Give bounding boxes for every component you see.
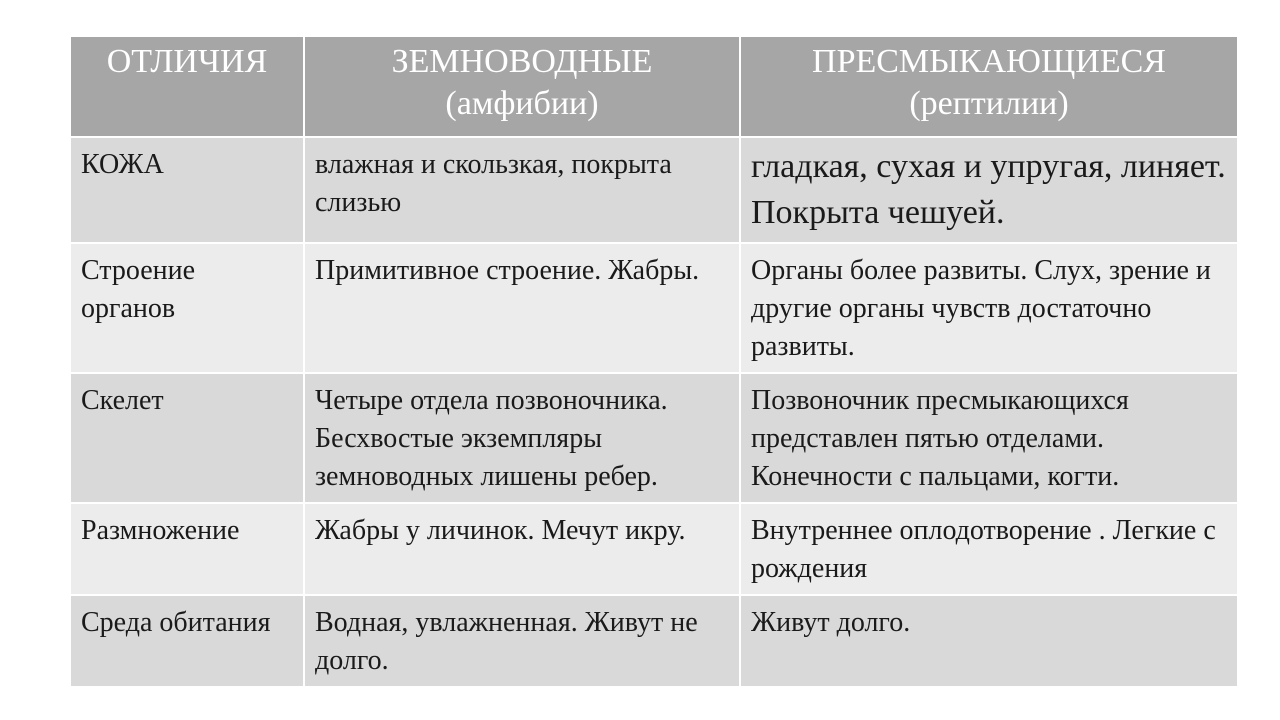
feature-cell: Среда обитания xyxy=(70,595,304,687)
reptiles-cell: гладкая, сухая и упругая, линяет. Покрыта чешуей. xyxy=(740,137,1238,243)
feature-cell: Скелет xyxy=(70,373,304,503)
table-row-skeleton xyxy=(70,373,1238,503)
amphibians-cell: влажная и скользкая, покрыта слизью xyxy=(304,137,740,243)
table-header-row xyxy=(70,36,1238,137)
amphibians-cell: Жабры у личинок. Мечут икру. xyxy=(304,503,740,595)
comparison-table xyxy=(69,35,1239,688)
header-differences-label: ОТЛИЧИЯ xyxy=(106,43,268,80)
header-amphibians-title: ЗЕМНОВОДНЫЕ xyxy=(391,43,653,80)
table-row-skin xyxy=(70,137,1238,243)
reptiles-cell: Органы более развиты. Слух, зрение и другие органы чувств достаточно развиты. xyxy=(740,243,1238,373)
header-differences xyxy=(70,36,304,137)
feature-cell: Размножение xyxy=(70,503,304,595)
feature-cell: Строение органов xyxy=(70,243,304,373)
reptiles-cell: Живут долго. xyxy=(740,595,1238,687)
reptiles-cell: Внутреннее оплодотворение . Легкие с рождения xyxy=(740,503,1238,595)
header-amphibians xyxy=(304,36,740,137)
table-row-reproduction xyxy=(70,503,1238,595)
header-amphibians-subtitle: (амфибии) xyxy=(445,85,599,122)
header-reptiles-subtitle: (рептилии) xyxy=(909,85,1069,122)
amphibians-cell: Примитивное строение. Жабры. xyxy=(304,243,740,373)
header-reptiles-title: ПРЕСМЫКАЮЩИЕСЯ xyxy=(812,43,1166,80)
header-reptiles xyxy=(740,36,1238,137)
feature-cell: КОЖА xyxy=(70,137,304,243)
reptiles-cell: Позвоночник пресмыкающихся представлен пятью отделами. Конечности с пальцами, когти. xyxy=(740,373,1238,503)
amphibians-cell: Четыре отдела позвоночника. Бесхвостые экземпляры земноводных лишены ребер. xyxy=(304,373,740,503)
table-row-organs xyxy=(70,243,1238,373)
table-row-habitat xyxy=(70,595,1238,687)
amphibians-cell: Водная, увлажненная. Живут не долго. xyxy=(304,595,740,687)
